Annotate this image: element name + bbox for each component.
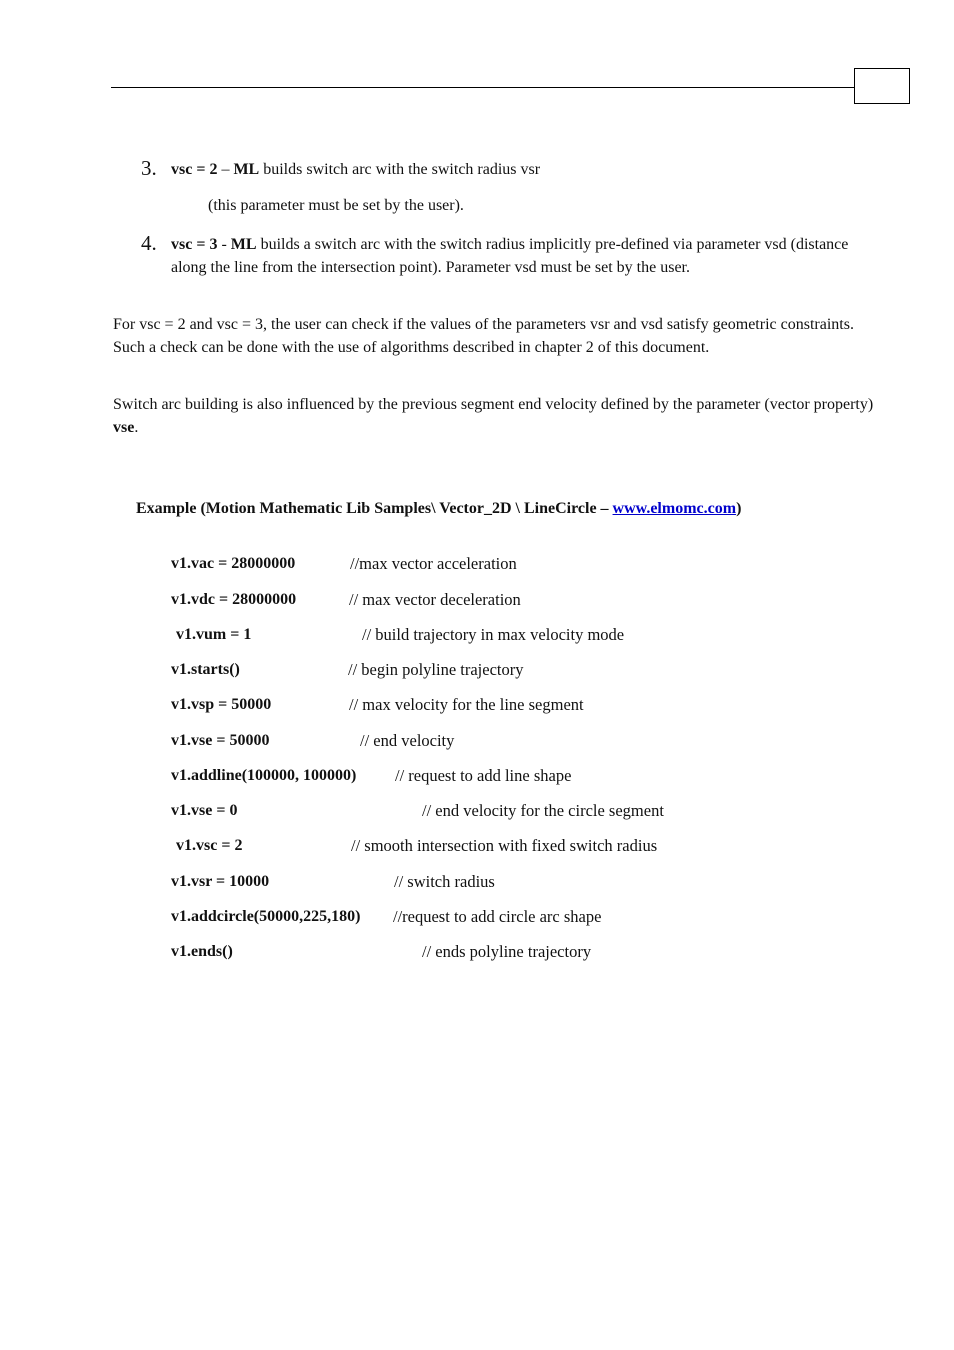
list-item-3	[171, 160, 540, 180]
list-item-3-subtext: (this parameter must be set by the user).	[208, 197, 464, 214]
code-line: v1.vac = 28000000	[171, 555, 296, 572]
code-line: v1.starts()	[171, 661, 240, 678]
code-comment: // smooth intersection with fixed switch radius	[351, 836, 658, 855]
code-line: v1.vse = 0	[171, 802, 238, 819]
paragraph-text: Switch arc building is also influenced by the previous segment end velocity defined by the parameter (vector property)	[113, 396, 874, 413]
ml-label: ML	[233, 161, 260, 178]
code-line: v1.vsr = 10000	[171, 873, 270, 890]
paragraph-switch-arc	[113, 393, 881, 439]
example-prefix: Example (Motion Mathematic Lib Samples\ Vector_2D \ LineCircle –	[136, 500, 613, 517]
code-line: v1.vdc = 28000000	[171, 591, 297, 608]
code-comment: // request to add line shape	[395, 766, 572, 785]
example-suffix: )	[736, 500, 742, 517]
code-comment: // end velocity	[360, 731, 455, 750]
elmomc-link[interactable]: www.elmomc.com	[612, 500, 737, 517]
code-line: v1.vsp = 50000	[171, 696, 272, 713]
dash: -	[217, 236, 231, 253]
example-heading	[136, 499, 741, 519]
page-number-box	[854, 68, 910, 104]
code-comment: // max velocity for the line segment	[349, 695, 584, 714]
header-rule	[111, 87, 855, 88]
code-comment: // build trajectory in max velocity mode	[362, 625, 625, 644]
code-comment: // end velocity for the circle segment	[422, 801, 664, 820]
list-item-text: builds switch arc with the switch radius vsr	[259, 161, 541, 178]
dash: –	[217, 161, 234, 178]
code-line: v1.vse = 50000	[171, 732, 270, 749]
ml-label: ML	[230, 236, 257, 253]
code-comment: // ends polyline trajectory	[422, 942, 592, 961]
list-item-4	[171, 233, 881, 279]
code-line: v1.vum = 1	[176, 626, 252, 643]
code-comment: // switch radius	[394, 872, 495, 891]
code-line: v1.addcircle(50000,225,180)	[171, 908, 361, 925]
code-vsc-3: vsc = 3	[171, 236, 218, 253]
vse-label: vse	[113, 419, 135, 436]
code-line: v1.vsc = 2	[176, 837, 243, 854]
code-line: v1.addline(100000, 100000)	[171, 767, 357, 784]
list-item-text: builds a switch arc with the switch radius implicitly pre-defined via parameter vsd (distance along the line from the intersection point). Parameter vsd must be set by the user.	[171, 236, 849, 276]
paragraph-constraints: For vsc = 2 and vsc = 3, the user can check if the values of the parameters vsr and vsd satisfy geometric constraints. Such a check can be done with the use of algorithms described in chapter 2 of this document.	[113, 316, 854, 356]
list-number-3: 3.	[141, 156, 157, 180]
list-number-4: 4.	[141, 231, 157, 255]
code-comment: //request to add circle arc shape	[393, 907, 602, 926]
code-line: v1.ends()	[171, 943, 233, 960]
code-vsc-2: vsc = 2	[171, 161, 218, 178]
code-comment: //max vector acceleration	[350, 554, 517, 573]
paragraph-end: .	[134, 419, 139, 436]
code-comment: // begin polyline trajectory	[348, 660, 524, 679]
code-comment: // max vector deceleration	[349, 590, 521, 609]
